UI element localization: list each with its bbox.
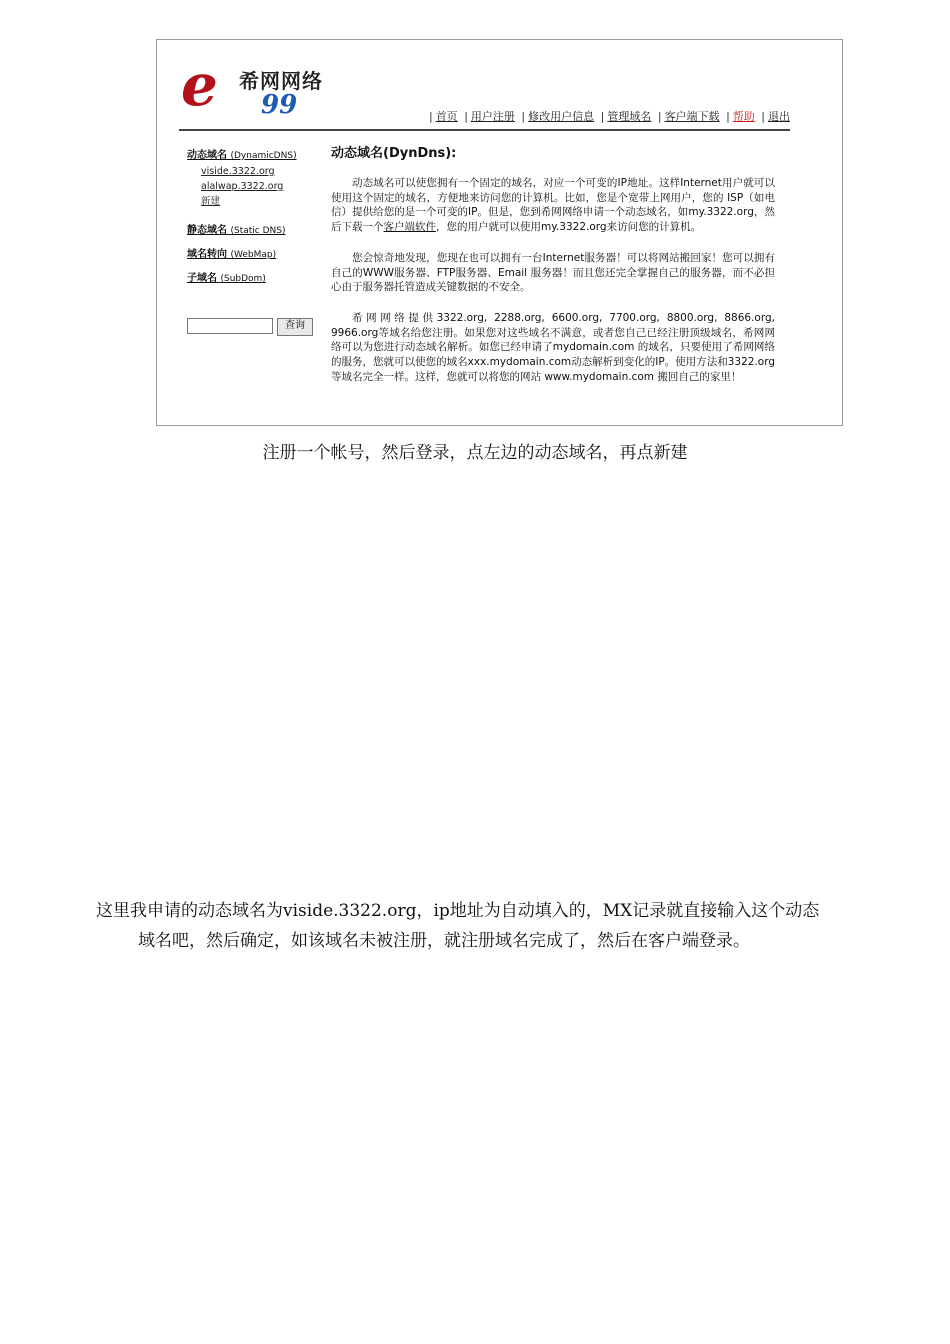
sidebar-subitem-viside[interactable]: viside.3322.org [201, 166, 275, 177]
main-content [331, 146, 775, 400]
intro-paragraph: 动态域名可以使您拥有一个固定的域名，对应一个可变的IP地址。这样Internet用户就可以使用这个固定的域名，方便地来访问您的计算机。比如，您是个宽带上网用户，您的 ISP（如电信）提供给您的是一个可变的IP。但是，您到希网网络申请一个动态域名，如my.3322.org，然后下载一个客户端软件，您的用户就可以使用my.3322.org来访问您的计算机。 [331, 177, 775, 234]
search-button[interactable]: 查询 [277, 318, 313, 336]
nav-manage-domains[interactable]: 管理域名 [607, 110, 652, 123]
sidebar-item-dynamic-dns[interactable]: 动态域名 (DynamicDNS) [187, 150, 297, 161]
body-line-1: 这里我申请的动态域名为viside.3322.org，ip地址为自动填入的，MX记录就直接输入这个动态 [96, 901, 820, 921]
header-divider [179, 129, 790, 131]
brand-logo[interactable] [181, 51, 331, 124]
logo-e-mark: e [181, 51, 218, 119]
nav-home[interactable]: 首页 [435, 110, 458, 123]
domains-paragraph: 希网网络提供3322.org, 2288.org, 6600.org, 7700.org, 8800.org, 8866.org, 9966.org等域名给您注册。如果您对这些域名不满意，或者您自己已经注册顶级域名，希网网络可以为您进行动态域名解析。如您已经申请了mydomain.com 的域名，只要使用了希网网络的服务，您就可以使您的域名xxx.mydomain.com动态解析到变化的IP。使用方法和3322.org等域名完全一样。这样，您就可以将您的网站 www.mydomain.com 搬回自己的家里！ [331, 311, 775, 383]
body-line-2: 域名吧，然后确定，如该域名未被注册，就注册域名完成了，然后在客户端登录。 [138, 931, 750, 951]
nav-client-download[interactable]: 客户端下载 [664, 110, 720, 123]
sidebar-item-static-dns[interactable]: 静态域名 (Static DNS) [187, 225, 286, 236]
page-title: 动态域名(DynDns): [331, 146, 457, 161]
client-software-link[interactable]: 客户端软件 [383, 221, 436, 234]
body-paragraph [96, 896, 912, 956]
figure-caption: 注册一个帐号，然后登录，点左边的动态域名，再点新建 [262, 443, 688, 463]
sidebar-item-subdomain[interactable]: 子域名 (SubDom) [187, 273, 266, 284]
embedded-screenshot [156, 39, 843, 426]
server-paragraph: 您会惊奇地发现，您现在也可以拥有一台Internet服务器！可以将网站搬回家！您可以拥有自己的WWW服务器、FTP服务器、Email 服务器！而且您还完全掌握自己的服务器，而不必担心由于服务器托管造成关键数据的不安全。 [331, 251, 775, 294]
logo-brand-text: 希网网络 [239, 69, 323, 93]
search-input[interactable] [187, 318, 273, 334]
nav-edit-profile[interactable]: 修改用户信息 [528, 110, 595, 123]
top-navigation: | 首页 | 用户注册 | 修改用户信息 | 管理域名 | 客户端下载 | 帮助 | 退出 [428, 110, 790, 123]
sidebar-subitem-alalwap[interactable]: alalwap.3322.org [201, 181, 284, 192]
sidebar-subitem-new[interactable]: 新建 [201, 196, 221, 207]
nav-logout[interactable]: 退出 [768, 110, 790, 123]
nav-register[interactable]: 用户注册 [470, 110, 515, 123]
nav-help[interactable]: 帮助 [732, 110, 755, 123]
logo-brand-number: 99 [261, 90, 298, 120]
sidebar-item-webmap[interactable]: 域名转向 (WebMap) [187, 249, 277, 260]
sidebar [187, 148, 327, 287]
